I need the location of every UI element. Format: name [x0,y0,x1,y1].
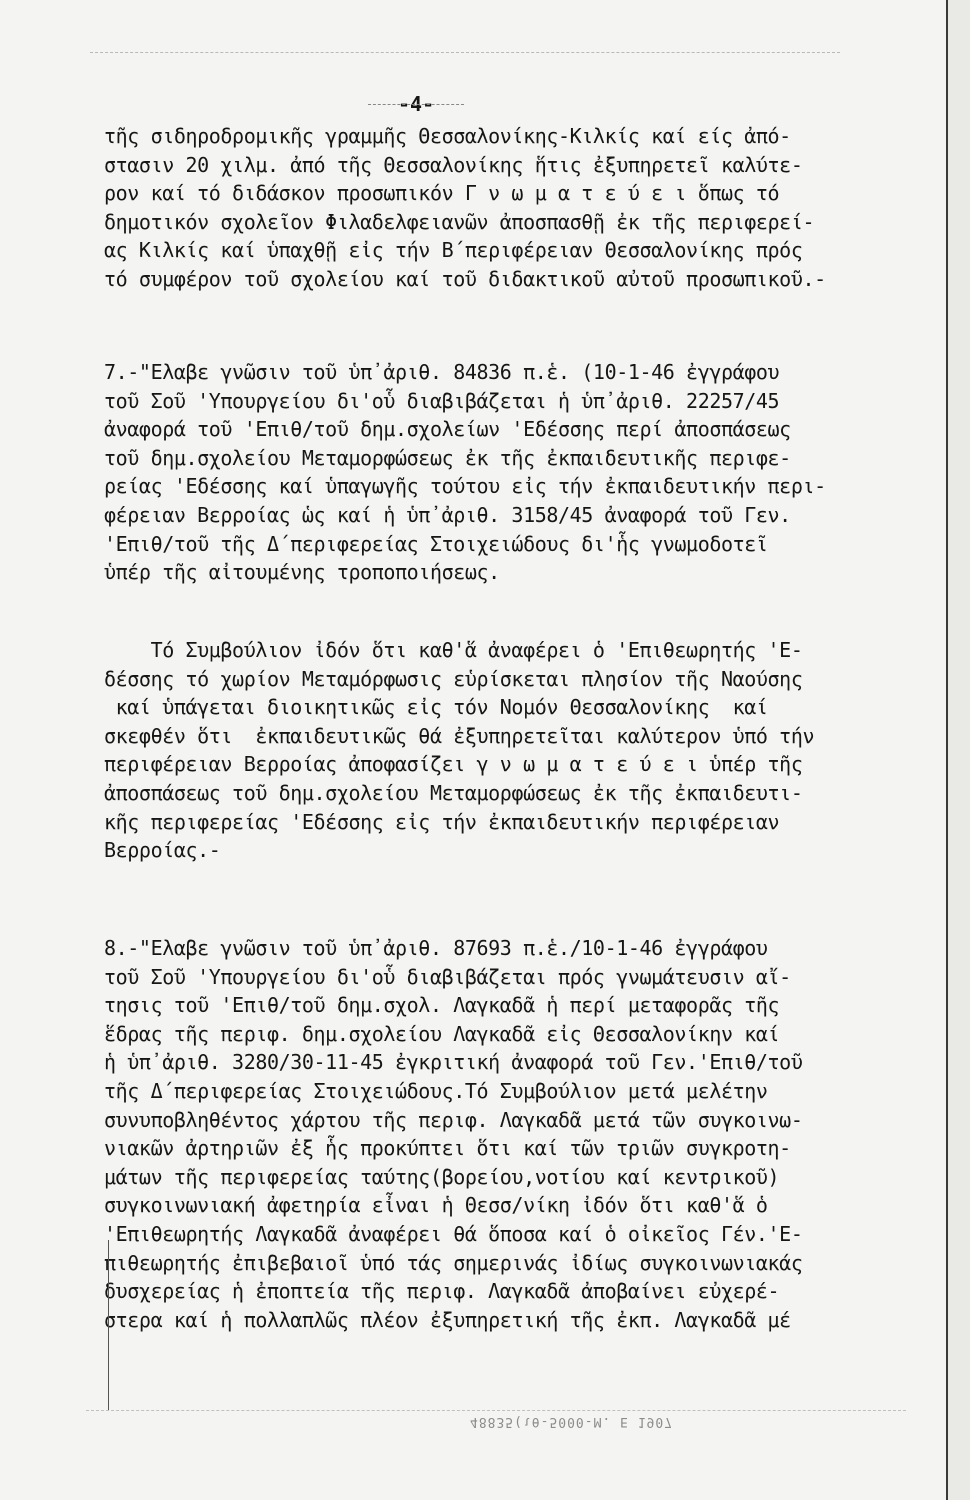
text-line: μάτων τῆς περιφερείας ταύτης(βορείου,νοτίου καί κεντρικοῦ) [104,1164,780,1189]
text-line: ἀναφορά τοῦ 'Επιθ/τοῦ δημ.σχολείων 'Εδέσσης περί ἀποσπάσεως [104,417,791,442]
paragraph-1 [104,126,944,298]
text-line: νιακῶν ἀρτηριῶν ἐξ ἧς προκύπτει ὅτι καί τῶν τριῶν συγκροτη- [104,1136,791,1161]
margin-rule [108,1240,109,1410]
text-line: συγκοινωνιακή ἀφετηρία εἶναι ἡ Θεσσ/νίκη ἰδόν ὅτι καθ'ἅ ὁ [104,1193,768,1218]
bottom-divider [86,1410,906,1411]
text-line: περιφέρειαν Βερροίας ἀποφασίζει γ ν ω μ α τ ε ύ ε ι ὑπέρ τῆς [104,752,803,777]
text-line: 8.-"Ελαβε γνῶσιν τοῦ ὑπ᾿ἀριθ. 87693 π.ἑ./10-1-46 ἐγγράφου [104,936,768,960]
text-line: τοῦ Σοῦ 'Υπουργείου δι'οὗ διαβιβάζεται ἡ ὑπ᾿ἀριθ. 22257/45 [104,388,780,413]
text-line: ρείας 'Εδέσσης καί ὑπαγωγῆς τούτου εἰς τήν ἐκπαιδευτικήν περι- [104,474,826,499]
text-line: ἀποσπάσεως τοῦ δημ.σχολείου Μεταμορφώσεως ἐκ τῆς ἐκπαιδευτι- [104,780,803,805]
text-line: τῆς σιδηροδρομικῆς γραμμῆς Θεσσαλονίκης-Κιλκίς καί είς ἀπό- [104,124,791,148]
text-line: δέσσης τό χωρίον Μεταμόρφωσις εὑρίσκεται πλησίον τῆς Ναούσης [104,666,803,691]
paragraph-7-decision [104,640,944,869]
text-line: ἕδρας τῆς περιφ. δημ.σχολείου Λαγκαδᾶ εἰς Θεσσαλονίκην καί [104,1021,780,1046]
paragraph-7 [104,362,944,591]
page-edge [946,0,948,1500]
text-line: δυσχερείας ἡ ἐποπτεία τῆς περιφ. Λαγκαδᾶ ἀποβαίνει εὐχερέ- [104,1279,780,1304]
text-line: τοῦ δημ.σχολείου Μεταμορφώσεως ἐκ τῆς ἐκπαιδευτικῆς περιφε- [104,445,791,470]
text-line: Βερροίας.- [104,838,221,863]
page-number: -4- [398,92,435,116]
text-line: καί ὑπάγεται διοικητικῶς εἰς τόν Νομόν Θεσσαλονίκης καί [104,695,768,720]
paragraph-8 [104,938,944,1338]
text-line: σκεφθέν ὅτι ἐκπαιδευτικῶς θά ἐξυπηρετεῖται καλύτερον ὑπό τήν [104,723,815,748]
text-line: τοῦ Σοῦ 'Υπουργείου δι'οὗ διαβιβάζεται πρός γνωμάτευσιν αἴ- [104,964,791,989]
text-line: τῆς Δ΄περιφερείας Στοιχειώδους.Τό Συμβούλιον μετά μελέτην [104,1078,768,1103]
text-line: κῆς περιφερείας 'Εδέσσης εἰς τήν ἐκπαιδευτικήν περιφέρειαν [104,809,780,834]
top-divider [90,52,840,53]
text-line: τησις τοῦ 'Επιθ/τοῦ δημ.σχολ. Λαγκαδᾶ ἡ περί μεταφορᾶς τῆς [104,993,780,1018]
text-line: τό συμφέρον τοῦ σχολείου καί τοῦ διδακτικοῦ αὐτοῦ προσωπικοῦ.- [104,266,826,291]
text-line: δημοτικόν σχολεῖον Φιλαδελφειανῶν ἀποσπασθῇ ἐκ τῆς περιφερεί- [104,209,815,234]
text-line: στερα καί ἡ πολλαπλῶς πλέον ἐξυπηρετική τῆς ἐκπ. Λαγκαδᾶ μέ [104,1307,791,1332]
text-line: Τό Συμβούλιον ἰδόν ὅτι καθ'ἅ ἀναφέρει ὁ 'Επιθεωρητής 'Ε- [104,638,803,662]
bottom-imprint: 48835(ιθ-5000-Μ. Ε 1907 [470,1414,674,1429]
text-line: στασιν 20 χιλμ. ἀπό τῆς Θεσσαλονίκης ἥτις ἐξυπηρετεῖ καλύτε- [104,152,803,177]
text-line: ας Κιλκίς καί ὑπαχθῇ εἰς τήν Β΄περιφέρειαν Θεσσαλονίκης πρός [104,238,803,263]
adjacent-page-strip [948,0,970,1500]
text-line: 'Επιθ/τοῦ τῆς Δ΄περιφερείας Στοιχειώδους δι'ἧς γνωμοδοτεῖ [104,531,768,556]
text-line: συνυποβληθέντος χάρτου τῆς περιφ. Λαγκαδᾶ μετά τῶν συγκοινω- [104,1107,803,1132]
text-line: ρον καί τό διδάσκον προσωπικόν Γ ν ω μ α τ ε ύ ε ι ὅπως τό [104,181,780,206]
text-line: πιθεωρητής ἐπιβεβαιοῖ ὑπό τάς σημερινάς ἰδίως συγκοινωνιακάς [104,1250,803,1275]
text-line: ὑπέρ τῆς αἰτουμένης τροποποιήσεως. [104,560,500,585]
text-line: 'Επιθεωρητής Λαγκαδᾶ ἀναφέρει θά ὅποσα καί ὁ οἰκεῖος Γέν.'Ε- [104,1221,803,1246]
text-line: ἡ ὑπ᾿ἀριθ. 3280/30-11-45 ἐγκριτική ἀναφορά τοῦ Γεν.'Επιθ/τοῦ [104,1050,803,1075]
text-line: φέρειαν Βερροίας ὡς καί ἡ ὑπ᾿ἀριθ. 3158/45 ἀναφορά τοῦ Γεν. [104,502,791,527]
text-line: 7.-"Ελαβε γνῶσιν τοῦ ὑπ᾿ἀριθ. 84836 π.ἑ. (10-1-46 ἐγγράφου [104,360,780,384]
